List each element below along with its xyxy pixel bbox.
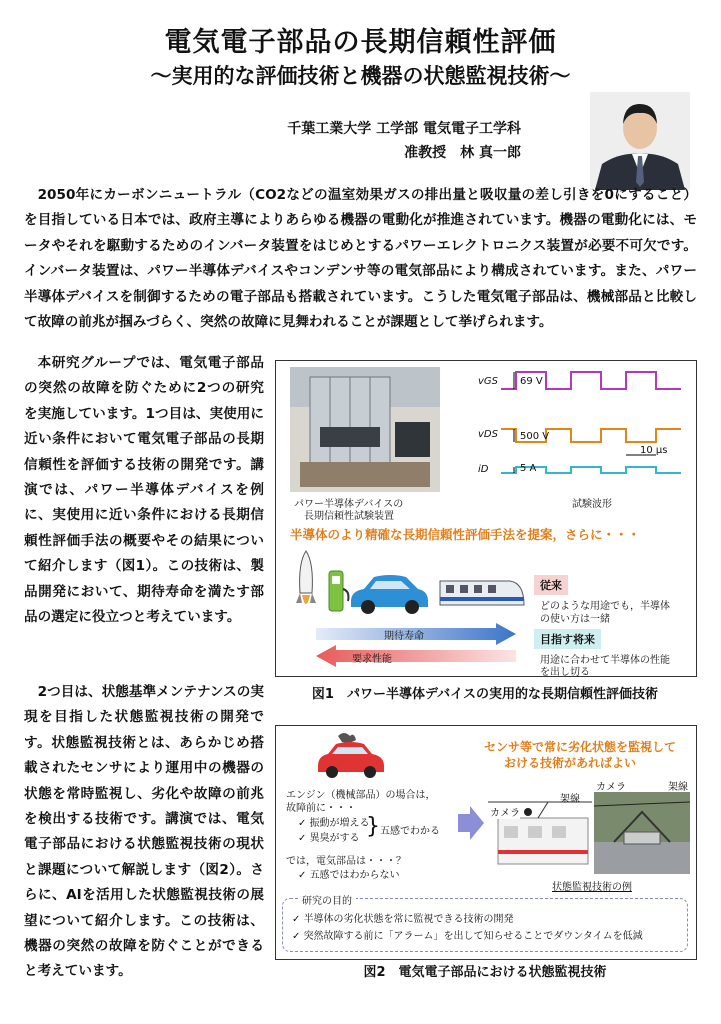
research-purpose-title: 研究の目的 bbox=[298, 892, 356, 907]
page-subtitle: ～実用的な評価技術と機器の状態監視技術～ bbox=[150, 64, 571, 88]
figure-2-panel bbox=[275, 725, 697, 960]
figure-2-headline-2: おける技術があればよい bbox=[504, 756, 637, 770]
author-photo bbox=[590, 92, 690, 190]
purpose-item-1-label: 半導体の劣化状態を常に監視できる技術の開発 bbox=[303, 914, 514, 925]
research-purpose-item-2: ✓ 突然故障する前に「アラーム」を出して知らせることでダウンタイムを低減 bbox=[292, 931, 643, 942]
overhead-wire-label-2: 架線 bbox=[668, 782, 688, 793]
figure-2-headline-1: センサ等で常に劣化状態を監視して bbox=[484, 740, 677, 754]
cannot-sense-text: ✓ 五感ではわからない bbox=[298, 870, 400, 881]
vds-label: vDS bbox=[478, 429, 498, 440]
overhead-wire-label-1: 架線 bbox=[560, 794, 580, 805]
camera-label-1: カメラ bbox=[490, 804, 520, 819]
required-performance-label: 要求性能 bbox=[352, 654, 392, 665]
engine-text-1: エンジン（機械部品）の場合は， bbox=[286, 790, 436, 801]
time-scale: 10 μs bbox=[640, 445, 668, 456]
author-name: 准教授 林 真一郎 bbox=[404, 145, 521, 161]
research-purpose-item-1: ✓ 半導体の劣化状態を常に監視できる技術の開発 bbox=[292, 914, 514, 925]
figure-1-headline: 半導体のより精確な長期信頼性評価手法を提案，さらに・・・ bbox=[290, 527, 641, 542]
rocket-icon bbox=[294, 549, 318, 617]
conventional-text-1: どのような用途でも，半導体 bbox=[540, 601, 670, 612]
photo-caption-line-1: パワー半導体デバイスの bbox=[294, 499, 404, 510]
affiliation: 千葉工業大学 工学部 電気電子工学科 bbox=[287, 121, 521, 137]
test-apparatus-photo bbox=[290, 367, 440, 492]
waveform-plot bbox=[476, 367, 690, 487]
vgs-label: vGS bbox=[478, 376, 499, 387]
figure-2-caption: 図2 電気電子部品における状態監視技術 bbox=[363, 965, 607, 980]
future-text-1: 用途に合わせて半導体の性能 bbox=[540, 655, 670, 666]
future-label: 目指す将来 bbox=[534, 629, 601, 649]
cannot-sense-label: 五感ではわからない bbox=[309, 870, 400, 881]
id-label: iD bbox=[478, 464, 489, 475]
right-arrow-icon bbox=[458, 806, 484, 844]
research-paragraph-2: 2つ目は、状態基準メンテナンスの実現を目指した状態監視技術の開発です。状態監視技術とは、あらかじめ搭載されたセンサにより運用中の機器の状態を常時監視し、劣化や故障の前兆を検出する技術です。講演では、電気電子部品における状態監視技術の現状と課題について解説します（図2）。さらに、AIを活用した状態監視技術の展望について紹介します。この技術は、機器の突然の故障を防ぐことができると考えています。 bbox=[24, 684, 264, 980]
waveform-caption: 試験波形 bbox=[572, 499, 612, 510]
required-performance-arrow bbox=[316, 645, 516, 671]
photo-caption-line-2: 長期信頼性試験装置 bbox=[304, 511, 394, 522]
senses-brace: } bbox=[366, 814, 380, 839]
vibration-label: 振動が増える bbox=[309, 818, 370, 829]
monitoring-example-caption: 状態監視技術の例 bbox=[552, 882, 632, 893]
camera-label-2: カメラ bbox=[596, 782, 626, 793]
electric-car-icon bbox=[346, 571, 431, 619]
senses-text: 五感でわかる bbox=[380, 826, 440, 837]
figure-1-caption: 図1 パワー半導体デバイスの実用的な長期信頼性評価技術 bbox=[311, 687, 659, 702]
purpose-item-2-label: 突然故障する前に「アラーム」を出して知らせることでダウンタイムを低減 bbox=[303, 931, 643, 942]
train-icon bbox=[438, 575, 526, 617]
conventional-label: 従来 bbox=[534, 575, 568, 595]
broken-car-icon bbox=[314, 732, 388, 786]
engine-text-2: 故障前に・・・ bbox=[286, 803, 356, 814]
odor-text: ✓ 異臭がする bbox=[298, 833, 360, 844]
vibration-text: ✓ 振動が増える bbox=[298, 818, 370, 829]
intro-paragraph: 2050年にカーボンニュートラル（CO2などの温室効果ガスの排出量と吸収量の差し引きを0にすること）を目指している日本では、政府主導によりあらゆる機器の電動化が推進されています。機器の電動化には、モータやそれを駆動するためのインバータ装置をはじめとするパワーエレクトロニクス装置が必要不可欠です。インバータ装置は、パワー半導体デバイスやコンデンサ等の電気部品により構成されています。また、パワー半導体デバイスを制御するための電子部品も搭載されています。こうした電気電子部品は、機械部品と比較して故障の前兆が掴みづらく、突然の故障に見舞われることが課題として挙げられます。 bbox=[24, 187, 697, 331]
odor-label: 異臭がする bbox=[309, 833, 360, 844]
page-title: 電気電子部品の長期信頼性評価 bbox=[164, 27, 557, 58]
vgs-value: 69 V bbox=[520, 376, 543, 387]
figure-1-panel bbox=[275, 360, 697, 677]
id-value: 5 A bbox=[520, 463, 537, 474]
pantograph-photo bbox=[594, 792, 690, 874]
vds-value: 500 V bbox=[520, 431, 550, 442]
conventional-text-2: の使い方は一緒 bbox=[540, 614, 610, 625]
future-text-2: を出し切る bbox=[540, 667, 590, 678]
electric-parts-text: では，電気部品は・・・？ bbox=[286, 856, 406, 867]
research-paragraph-1: 本研究グループでは、電気電子部品の突然の故障を防ぐために2つの研究を実施しています。1つ目は、実使用に近い条件において電気電子部品の長期信頼性を評価する技術の開発です。講演では、パワー半導体デバイスを例に、実使用に近い条件における長期信頼性評価手法の概要やその結果について紹介します（図1）。この技術は、製品開発において、期待寿命を満たす部品の選定に役立つと考えています。 bbox=[24, 355, 264, 626]
expected-life-label: 期待寿命 bbox=[384, 631, 424, 642]
